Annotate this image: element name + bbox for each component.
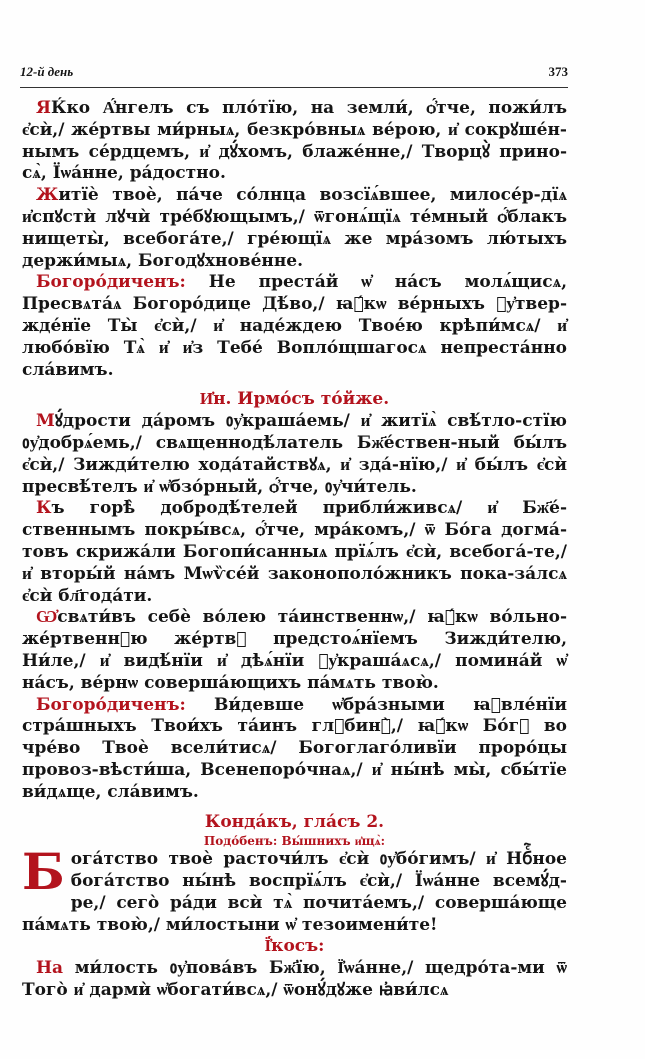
troparion-3 [22,411,567,498]
text-line: сла́вимъ. [22,359,114,380]
text-line: ᲂу҆чи́тель. [324,476,417,497]
text-line: же́ртвеннꙋю же́ртвꙋ предстоѧ́нїемъ Зижди́телю, [22,629,567,650]
paragraph-label: Богоро́диченъ: [36,694,186,715]
kondak-text [22,842,567,936]
text-line: Ни́ле,/ и҆ видѣ́нїи и҆ дѣѧ́нїи ᲂу҆краша́ѧсѧ,/ помина́й ѡ҆ [22,650,567,671]
text-line: те,/ и҆ вторы́й на́мъ Мѡѷсе́й законополо́жникъ пока- [22,541,567,584]
ikos-heading: Ї҆́косъ: [264,936,325,957]
text-line: любо́вїю Тѧ̀ и҆ и҆з Тебе́ Вопло́щшагосѧ непреста́нно [22,337,567,358]
text-line: ми́лость ᲂу҆пова́въ Бж҃їю, Ї҆ѡа́нне,/ щедро́та- [63,958,518,979]
irmos-heading: И҆н. Ирмо́съ то́йже. [199,389,390,410]
text-line: ҆свѧти́въ себѐ во́лею та́инственнѡ,/ ꙗ҆́кѡ во́льно- [57,607,567,628]
text-line: ѻ҆́блакъ нищеты̀, всебога́те,/ гре́ющїѧ же мра́зомъ [22,206,567,249]
text-line: ре,/ сего̀ ра́ди всѝ тѧ̀ почита́емъ,/ соверша́юще [70,892,567,913]
text-line: Твоѐ всели́тисѧ/ Богоглаго́ливїи проро́цы провоз- [22,738,567,780]
troparion-5 [22,607,567,694]
initial-letter: На [36,958,64,979]
text-line: на́съ, ве́рнѡ соверша́ющихъ па́мѧть твою̀. [22,672,439,693]
text-line: ога́тство твоѐ расточи́лъ є҆сѝ ᲂу҆бо́гимъ/ и҆ Нбⷭ҇ное [70,849,567,870]
initial-letter: Ж [36,185,59,206]
troparion-2 [22,185,567,272]
ikos-text [22,958,567,1002]
text-line: Ќко А҆́нгелъ съ пло́тїю, на земли́, ѻ҆́тче, пожи́лъ є҆сѝ,/ [22,98,567,140]
text-line: лю́тыхъ держи́мыѧ, Богодꙋхнове́нне. [22,228,567,271]
text-line: товъ скрижа́ли Богопи́санныѧ прїѧ́лъ є҆сѝ, всебога́- [22,541,534,562]
text-line: па́мѧть твою̀,/ ми́лостыни ѡ҆ тезоимени́те! [22,914,438,935]
text-line: же́ртвы ми́рныѧ, безкро́вныѧ ве́рою, и҆ сокрꙋше́н- [71,119,567,140]
running-header [20,64,568,80]
text-line: ви́дѧще, сла́вимъ. [22,781,199,802]
text-line: ственнымъ покры́всѧ, ѻ҆́тче, мра́комъ,/ ѿ Бо́га догма́- [22,520,567,541]
text-line: за́лсѧ є҆сѝ бл҃года́ти. [22,563,567,606]
text-line: стїю ᲂу҆добрѧ́емь,/ свѧщеннодѣ́латель Бж҃е́ствен- [22,411,567,453]
text-line: нїю,/ и҆ бы́лъ є҆сѝ пресвѣ́телъ и҆ ѡ҆бзо́рный, ѻ҆́тче, [22,454,567,497]
text-line: итїѐ твоѐ, па́че со́лнца возсїѧ́вшее, милосе́р- [58,185,541,206]
text-line: Ви́девше ѡ҆бра́зными ꙗ҆вле́нїи [185,694,567,715]
theotokion-1 [22,272,567,381]
text-line: ꙋ́дрости да́ромъ ᲂу҆краша́емь/ и҆ житїѧ̀ свѣ́тло- [54,411,523,432]
text-line: Пресвѧта́ѧ Богоро́дице Дѣ́во,/ ꙗ҆́кѡ ве́рныхъ ᲂу҆твер- [22,294,567,315]
initial-letter: Ѡ [36,607,58,628]
initial-letter: Я [36,98,51,118]
text-line: нымъ се́рдцемъ, и҆ дꙋ́хомъ, блаже́нне,/ Творцꙋ̀ прино- [22,141,567,162]
text-line: жде́нїе Ты̀ є҆сѝ,/ и҆ наде́ждею Твое́ю крѣпи́мсѧ/ и҆ [22,315,567,336]
kondak-heading: Конда́къ, гла́съ 2. [204,811,385,832]
text-line: ный бы́лъ є҆сѝ,/ Зижди́телю хода́тайствꙋѧ, и҆ зда́- [22,432,567,475]
initial-letter: К [36,498,52,519]
header-rule [20,87,568,88]
text-line: сѧ̀, Їѡа́нне, ра́достно. [22,163,226,184]
initial-letter: М [36,411,55,432]
day-label: 12-й день [20,64,74,79]
paragraph-label: Богоро́диченъ: [36,272,186,293]
text-line: ми ѿ Того̀ и҆ дармѝ ѡ҆богати́всѧ,/ ѿонꙋ́дꙋже ꙗ҆ви́лсѧ [22,958,567,1001]
troparion-1 [22,98,567,185]
text-line: ъ горѣ̀ добродѣ́телей прибли́живсѧ/ и҆ Бж҃е́- [51,498,567,519]
text-body [22,98,567,1002]
podoben-line: Подо́бенъ: Вы́шнихъ и҆щѧ̀: [203,834,386,849]
text-line: Не преста́й ѡ҆ на́съ молѧ́щисѧ, [185,272,567,293]
theotokion-2 [22,695,567,804]
page-number: 373 [548,64,568,79]
text-line: вѣсти́ша, Всенепоро́чнаѧ,/ и҆ ны́нѣ мы̀, сбы́тїе [98,759,567,780]
text-line: бога́тство ны́нѣ воспрїѧ́лъ є҆сѝ,/ Їѡа́нне всемꙋ́д- [70,871,567,892]
drop-cap: Б [22,842,65,902]
troparion-4 [22,498,567,607]
text-line: дїѧ и҆спꙋстѝ лꙋчѝ тре́бꙋющымъ,/ ѿгонѧ́щїѧ те́мный [22,185,567,227]
text-line: стра́шныхъ Твои́хъ та́инъ глꙋбинꙋ̀,/ ꙗ҆́кѡ Бо́гꙋ во чре́во [22,716,567,759]
